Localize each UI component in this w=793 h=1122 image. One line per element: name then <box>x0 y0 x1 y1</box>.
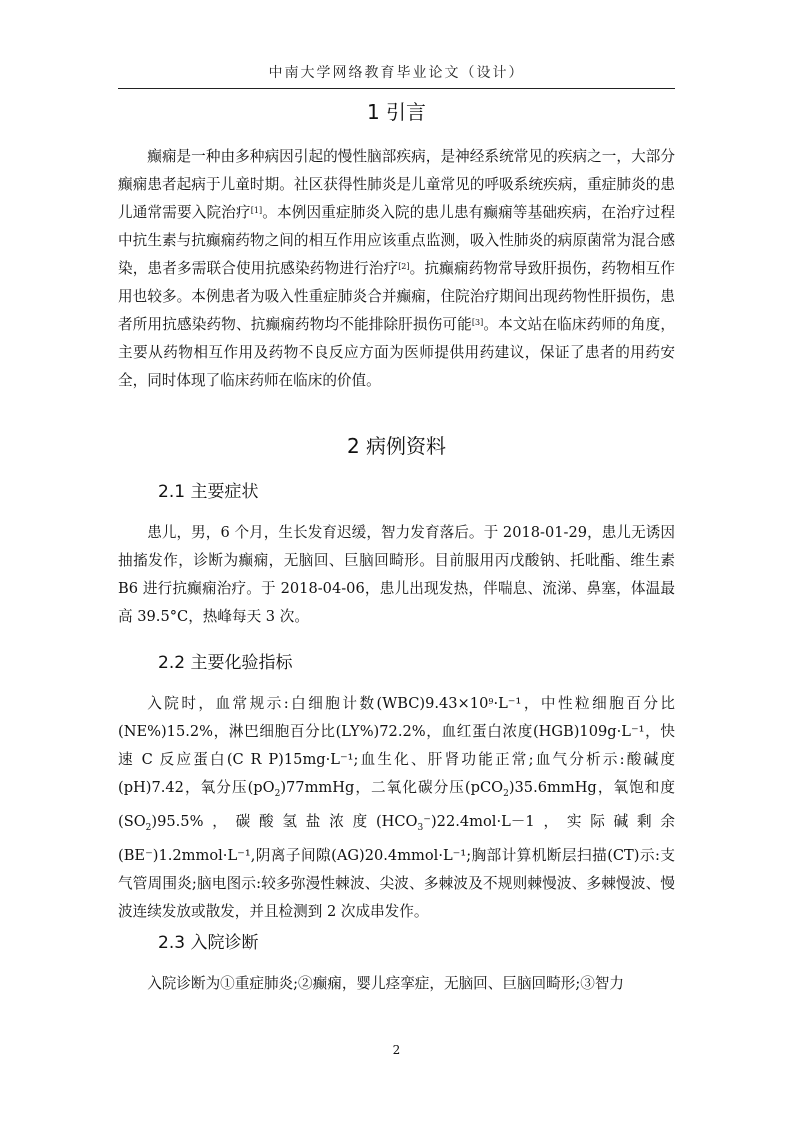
subsection-2-2-paragraph <box>118 690 675 926</box>
lab-text-4: )35.6mmHg，氧饱和度(SO <box>118 779 675 830</box>
lab-text-5: )95.5%，碳酸氢盐浓度(HCO <box>151 812 418 830</box>
page-number: 2 <box>392 1043 401 1057</box>
subsection-2-1-title: 2.1 主要症状 <box>158 482 259 502</box>
citation-1: [1] <box>250 206 263 215</box>
running-header: 中南大学网络教育毕业论文（设计） <box>268 65 525 81</box>
lab-text-1: 入院时，血常规示:白细胞计数(WBC)9.43×10 <box>147 695 489 712</box>
section-2-title: 2 病例资料 <box>346 434 447 458</box>
lab-sup-9: 9 <box>488 697 494 706</box>
citation-2: [2] <box>398 262 410 271</box>
lab-text-6: ⁻)22.4mol·L－1，实际碱剩余(BE⁻)1.2mmol·L⁻¹,阴离子间隙(AG)20.4mmol·L⁻¹;胸部计算机断层扫描(CT)示:支气管周围炎;脑电图示:较多弥漫性棘波、尖波、多棘波及不规则棘慢波、多棘慢波、慢波连续发放或散发，并且检测到 2 次成串发作。 <box>118 812 675 920</box>
subsection-2-2-title: 2.2 主要化验指标 <box>158 653 293 673</box>
lab-sub-pco2: 2 <box>503 788 509 799</box>
subsection-2-1-paragraph: 患儿，男，6 个月，生长发育迟缓，智力发育落后。于 2018-01-29，患儿无诱因抽搐发作，诊断为癫痫，无脑回、巨脑回畸形。目前服用丙戊酸钠、托吡酯、维生素 B6 进行抗癫痫治疗。于 2018-04-06，患儿出现发热，伴喘息、流涕、鼻塞，体温最高 39.5°C，热峰每天 3 次。 <box>118 524 675 625</box>
subsection-2-3-paragraph: 入院诊断为①重症肺炎;②癫痫，婴儿痉挛症，无脑回、巨脑回畸形;③智力 <box>147 975 625 992</box>
lab-sub-so2: 2 <box>145 822 152 833</box>
section-1-title: 1 引言 <box>366 100 427 124</box>
section-1-paragraph <box>118 143 675 395</box>
lab-text-3: )77mmHg，二氧化碳分压(pCO <box>280 779 504 796</box>
lab-text-2: ·L⁻¹，中性粒细胞百分比(NE%)15.2%，淋巴细胞百分比(LY%)72.2%，血红蛋白浓度(HGB)109g·L⁻¹，快速 C 反应蛋白(C R P)15mg·L⁻¹;血生化、肝肾功能正常;血气分析示:酸碱度(pH)7.42，氧分压(pO <box>118 695 676 796</box>
header-rule <box>118 88 675 89</box>
subsection-2-3-title: 2.3 入院诊断 <box>158 933 259 953</box>
lab-sub-po2: 2 <box>274 788 281 799</box>
intro-text-2: 。本例因重症肺炎入院的患儿患有癫痫等基础疾病，在治疗过程中抗生素与抗癫痫药物之间的相互作用应该重点监测，吸入性肺炎的病原菌常为混合感染，患者多需联合使用抗感染药物进行治疗 <box>118 204 675 277</box>
intro-text-3: 。抗癫痫药物常导致肝损伤，药物相互作用也较多。本例患者为吸入性重症肺炎合并癫痫，住院治疗期间出现药物性肝损伤，患者所用抗感染药物、抗癫痫药物均不能排除肝损伤可能 <box>118 260 675 333</box>
intro-text-1: 癫痫是一种由多种病因引起的慢性脑部疾病，是神经系统常见的疾病之一，大部分癫痫患者起病于儿童时期。社区获得性肺炎是儿童常见的呼吸系统疾病，重症肺炎的患儿通常需要入院治疗 <box>118 148 675 221</box>
lab-sub-hco3: 3 <box>417 822 424 833</box>
citation-3: [3] <box>471 318 484 327</box>
intro-text-4: 。本文站在临床药师的角度，主要从药物相互作用及药物不良反应方面为医师提供用药建议，保证了患者的用药安全，同时体现了临床药师在临床的价值。 <box>118 316 675 389</box>
